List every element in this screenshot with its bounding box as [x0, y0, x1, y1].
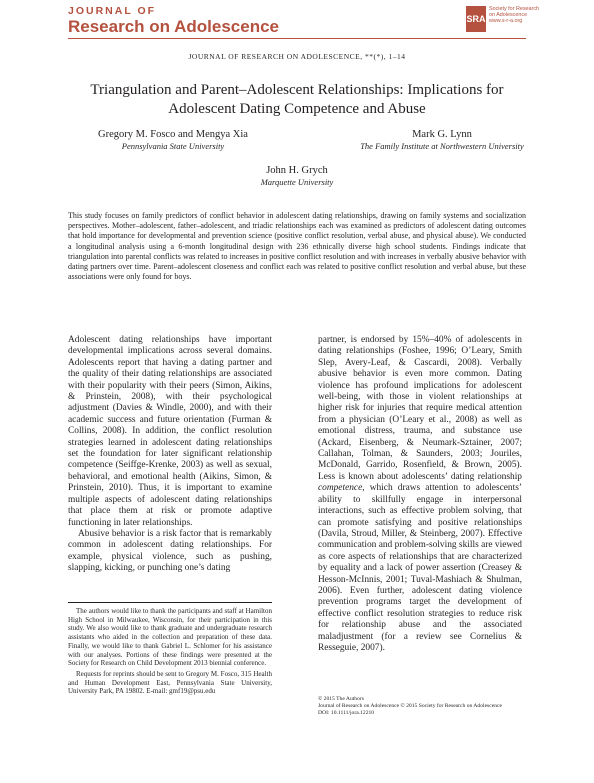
author-name: Gregory M. Fosco and Mengya Xia: [98, 129, 248, 140]
footnote-reprints: Requests for reprints should be sent to Gregory M. Fosco, 315 Health and Human Development East, Pennsylvania State University, University Park, PA 19802. E-mail: gmf19@psu.edu: [68, 669, 272, 696]
running-head: JOURNAL OF RESEARCH ON ADOLESCENCE, **(*), 1–14: [188, 52, 406, 61]
author-name: John H. Grych: [266, 165, 328, 176]
sra-text: [489, 6, 539, 24]
article-title: Triangulation and Parent–Adolescent Relationships: Implications for Adolescent Dating Competence and Abuse: [90, 82, 504, 117]
body-paragraph: Adolescent dating relationships have important developmental implications across several domains. Adolescents report that having a dating partner and the quality of their dating relationships are associated with their popularity with their peers (Simon, Aikins, & Prinstein, 2008), with their psychological adjustment (Davies & Windle, 2000), and with their academic success and future orientation (Furman & Collins, 2008). In addition, the conflict resolution strategies learned in adolescent dating relationships set the foundation for later significant relationship competence (Seiffge-Krenke, 2003) as well as sexual, behavioral, and emotional health (Aikins, Simon, & Prinstein, 2010). Thus, it is important to examine multiple aspects of adolescent dating relationships that place them at risk or promote adaptive functioning in later relationships.: [68, 335, 272, 528]
author-affiliation: The Family Institute at Northwestern University: [360, 141, 524, 151]
journal-logo-line2: Research on Adolescence: [68, 17, 280, 36]
sra-line: Society for Research: [489, 6, 540, 12]
footnote-acknowledgment: The authors would like to thank the participants and staff at Hamilton High School in Milwaukee, Wisconsin, for their participation in this study. We also would like to thank graduate and undergraduate research assistants who aided in the collection and preparation of these data. Finally, we would like to thank Gabriel L. Schlomer for his assistance with our analyses. Portions of these findings were presented at the Society for Research on Child Development 2013 biennial conference.: [68, 607, 272, 668]
body-text: partner, is endorsed by 15%–40% of adolescents in dating relationships (Foshee, 1996; O’Leary, Smith Slep, Avery-Leaf, & Cascardi, 2008). Verbally abusive behavior is even more common. Dating violence has profound implications for adolescent well-being, with those in violent relationships at higher risk for injuries that require medical attention from a physician (O’Leary et al., 2008) as well as emotional distress, trauma, and substance use (Ackard, Eisenberg, & Neumark-Sztainer, 2007; Callahan, Tolman, & Saunders, 2003; Jouriles, McDonald, Garrido, Rosenfield, & Brown, 2005). Less is known about adolescents’ dating relationship: [318, 335, 522, 482]
author-affiliation: Marquette University: [260, 177, 334, 187]
author-block: [197, 164, 397, 188]
copyright-line: © 2015 The Authors: [318, 696, 364, 702]
author-block: [68, 128, 278, 152]
sra-mark-icon: SRA: [466, 6, 486, 32]
body-paragraph: Abusive behavior is a risk factor that is remarkably common in adolescent dating relationships. For example, physical violence, such as pushing, slapping, kicking, or punching one’s dating: [68, 528, 272, 574]
body-text: , which draws attention to adolescents’ ability to skillfully engage in interpersonal interactions, such as effective problem solving, that can promote satisfying and positive relationships (Davila, Stroud, Miller, & Steinberg, 2007). Effective communication and problem-solving skills are viewed as core aspects of relationships that are characterized by equality and a lack of power assertion (Creasey & Hesson-McInnis, 2001; Tuval-Mashiach & Shulman, 2006). Even further, adolescent dating violence prevention programs target the development of effective conflict resolution strategies to reduce risk for relationship abuse and the associated maladjustment (for a review see Cornelius & Resseguie, 2007).: [318, 483, 522, 653]
body-paragraph: [318, 335, 522, 654]
body-text-italic: competence: [318, 483, 363, 494]
journal-logo-line1: JOURNAL OF: [68, 5, 157, 17]
sra-url: www.s-r-a.org: [489, 18, 523, 24]
sra-logo: [466, 6, 539, 32]
author-name: Mark G. Lynn: [412, 129, 472, 140]
author-block: [318, 128, 566, 152]
doi-line: DOI: 10.1111/jora.12210: [318, 709, 375, 716]
footnote-rule: [68, 602, 272, 603]
author-affiliation: Pennsylvania State University: [121, 141, 225, 151]
body-column-left: [68, 335, 272, 575]
copyright-block: [318, 696, 502, 717]
abstract: This study focuses on family predictors of conflict behavior in adolescent dating relationships, drawing on family systems and socialization perspectives. Mother–adolescent, father–adolescent, and triadic relationships each was examined as predictors of adolescent dating outcomes that hold importance for developmental and prevention science (positive conflict resolution, verbal abuse, and physical abuse). We conducted a longitudinal analysis using a 6-month longitudinal design with 236 ethnically diverse high school students. Findings indicate that triangulation into parental conflicts was related to increases in positive conflict resolution and with increases in verbally abusive behavior with dating partners over time. Parent–adolescent closeness and conflict each was related to positive conflict resolution and verbal abuse, but these associations were only found for boys.: [68, 211, 526, 282]
sra-line: on Adolescence: [489, 12, 528, 18]
body-column-right: [318, 335, 522, 654]
footnotes: [68, 607, 272, 696]
header-rule: [68, 38, 526, 39]
copyright-line: Journal of Research on Adolescence © 2015 Society for Research on Adolescence: [318, 702, 502, 709]
journal-logo: [68, 6, 279, 36]
